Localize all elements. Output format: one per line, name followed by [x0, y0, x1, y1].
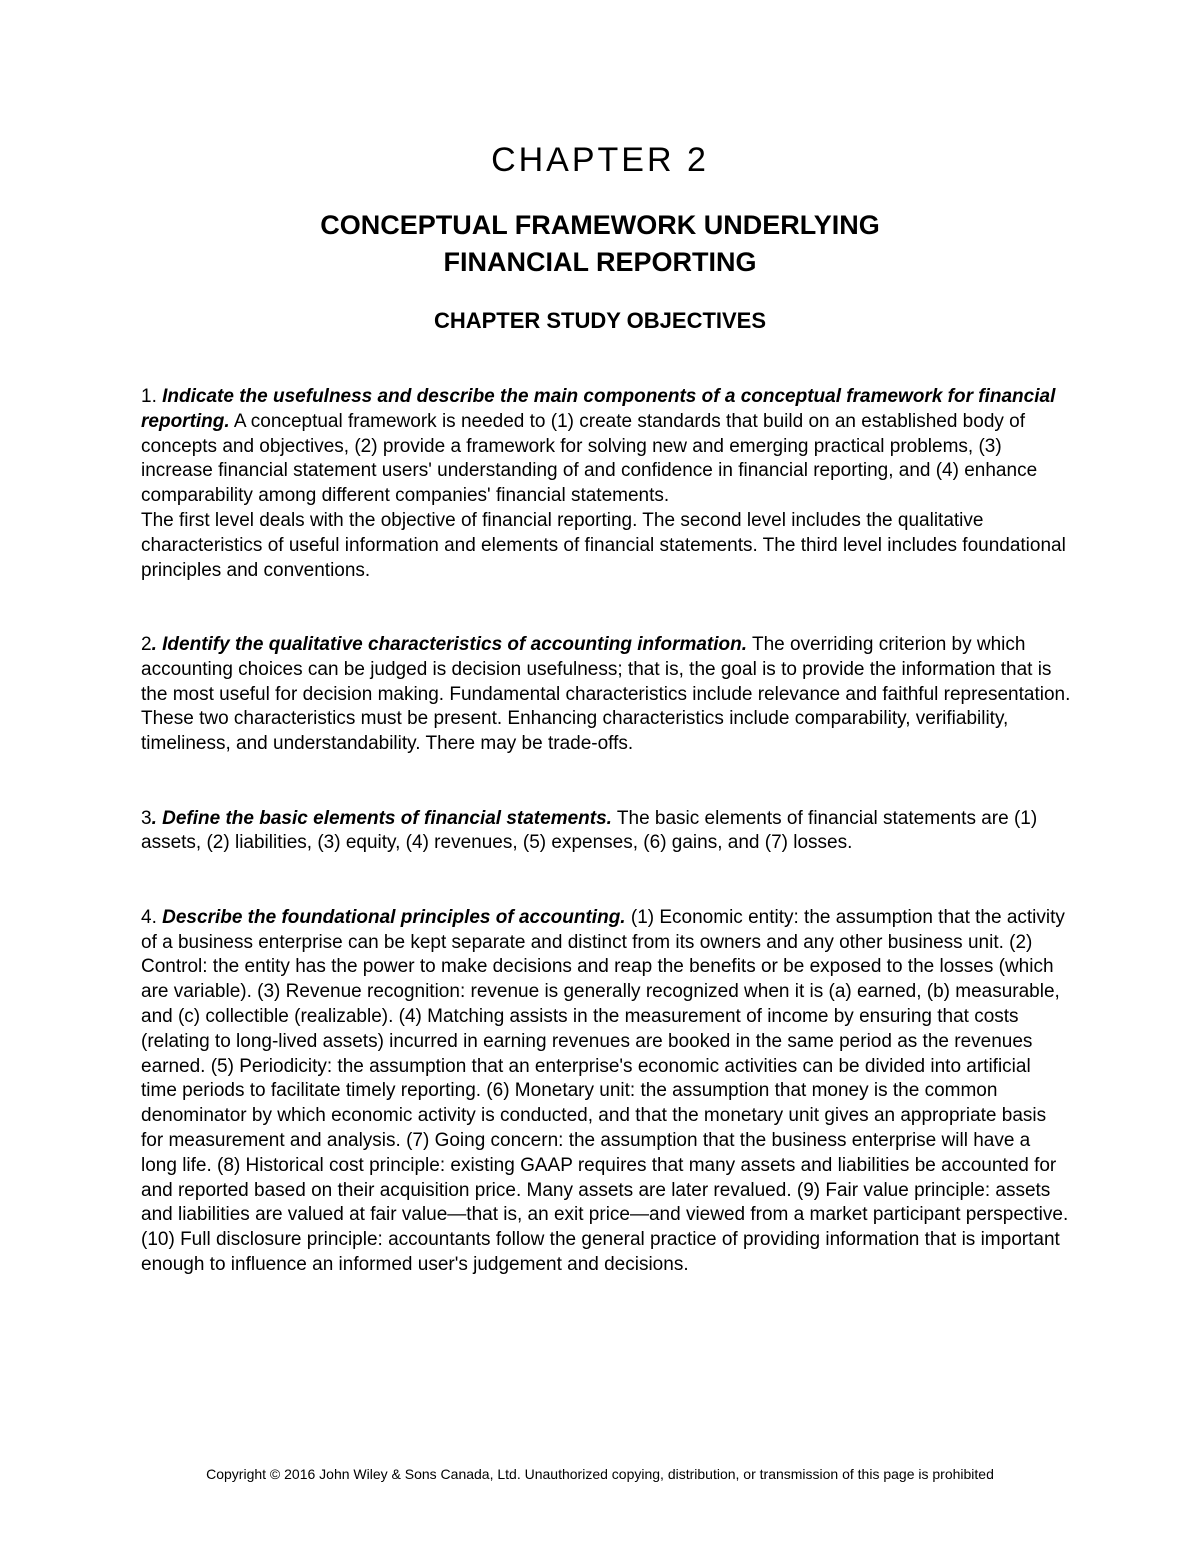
chapter-title-line-2: FINANCIAL REPORTING	[443, 247, 757, 277]
objective-1-paragraph	[141, 385, 1071, 509]
objective-lead: . Define the basic elements of financial statements.	[151, 807, 612, 829]
objective-3-paragraph	[141, 807, 1071, 857]
objective-text: (1) Economic entity: the assumption that the activity of a business enterprise can be kept separate and distinct from its owners and any other business unit. (2) Control: the entity has the power to make decisions and reap the benefits or be exposed to the losses (which are variable). (3) Revenue recognition: revenue is generally recognized when it is (a) earned, (b) measurable, and (c) collectible (realizable). (4) Matching assists in the measurement of income by ensuring that costs (relating to long-lived assets) incurred in earning revenues are booked in the same period as the revenues earned. (5) Periodicity: the assumption that an enterprise's economic activities can be divided into artificial time periods to facilitate timely reporting. (6) Monetary unit: the assumption that money is the common denominator by which economic activity is conducted, and that the monetary unit gives an appropriate basis for measurement and analysis. (7) Going concern: the assumption that the business enterprise will have a long life. (8) Historical cost principle: existing GAAP requires that many assets and liabilities be accounted for and reported based on their acquisition price. Many assets are later revalued. (9) Fair value principle: assets and liabilities are valued at fair value—that is, an exit price—and viewed from a market participant perspective. (10) Full disclosure principle: accountants follow the general practice of providing information that is important enough to influence an informed user's judgement and decisions.	[141, 906, 1069, 1275]
objective-4-paragraph	[141, 906, 1071, 1278]
objective-1	[141, 385, 1071, 583]
objective-text: A conceptual framework is needed to (1) create standards that build on an established body of concepts and objectives, (2) provide a framework for solving new and emerging practical problems, (3) increase financial statement users' understanding of and confidence in financial reporting, and (4) enhance comparability among different companies' financial statements.	[141, 410, 1038, 507]
objective-number: 4.	[141, 906, 157, 928]
objective-4	[141, 906, 1071, 1278]
objective-text: The overriding criterion by which accounting choices can be judged is decision usefulness; that is, the goal is to provide the information that is the most useful for decision making. Fundamental characteristics include relevance and faithful representation. These two characteristics must be present. Enhancing characteristics include comparability, verifiability, timeliness, and understandability. There may be trade-offs.	[141, 633, 1071, 755]
objective-2-paragraph	[141, 633, 1071, 757]
section-heading: CHAPTER STUDY OBJECTIVES	[433, 308, 767, 333]
objectives-list	[141, 385, 1071, 1327]
copyright-footer: Copyright © 2016 John Wiley & Sons Canada, Ltd. Unauthorized copying, distribution, or transmission of this page is prohibited	[206, 1466, 994, 1482]
objective-number: 3	[141, 807, 152, 829]
objective-lead: Describe the foundational principles of accounting.	[162, 906, 626, 928]
objective-number: 2	[141, 633, 152, 655]
chapter-title-line-1: CONCEPTUAL FRAMEWORK UNDERLYING	[320, 210, 880, 240]
chapter-number: CHAPTER 2	[491, 141, 709, 179]
objective-2	[141, 633, 1071, 757]
objective-lead: . Identify the qualitative characteristics of accounting information.	[151, 633, 748, 655]
objective-3	[141, 807, 1071, 857]
objective-text: The basic elements of financial statements are (1) assets, (2) liabilities, (3) equity, (4) revenues, (5) expenses, (6) gains, and (7) losses.	[141, 807, 1038, 854]
objective-number: 1.	[141, 386, 157, 407]
objective-1-extra-paragraph: The first level deals with the objective of financial reporting. The second level includes the qualitative characteristics of useful information and elements of financial statements. The third level includes foundational principles and conventions.	[141, 509, 1066, 581]
chapter-title	[0, 207, 1200, 281]
objective-lead: Indicate the usefulness and describe the main components of a conceptual framework for financial reporting.	[141, 386, 1056, 432]
